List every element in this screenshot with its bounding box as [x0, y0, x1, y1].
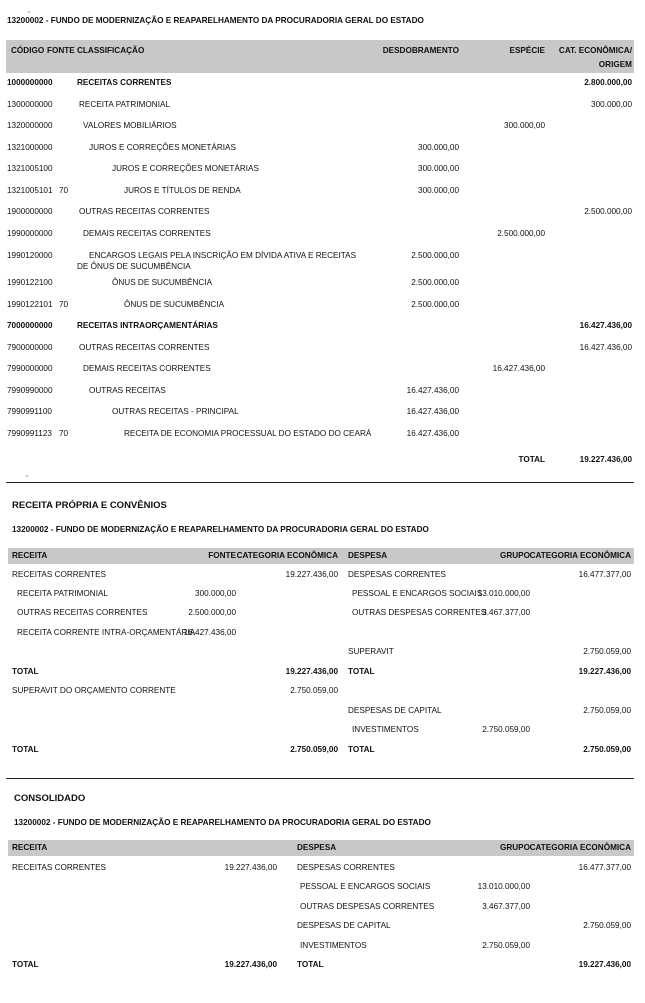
- row-cat-economica: 2.500.000,00: [584, 207, 632, 216]
- row-codigo: 1990122100: [7, 278, 53, 287]
- row-classificacao: JUROS E TÍTULOS DE RENDA: [124, 186, 241, 195]
- row-cat-economica: 300.000,00: [591, 100, 632, 109]
- pessoal-encargos-label: PESSOAL E ENCARGOS SOCIAIS: [300, 882, 431, 891]
- total2-right-label: TOTAL: [348, 745, 375, 754]
- row-codigo: 7900000000: [7, 343, 53, 352]
- superavit-orcamento-label: SUPERAVIT DO ORÇAMENTO CORRENTE: [12, 686, 176, 695]
- receitas-correntes-value: 19.227.436,00: [224, 863, 277, 872]
- total1-right-value: 19.227.436,00: [578, 667, 631, 676]
- despesas-capital-label: DESPESAS DE CAPITAL: [297, 921, 391, 930]
- section3-title: 13200002 - FUNDO DE MODERNIZAÇÃO E REAPARELHAMENTO DA PROCURADORIA GERAL DO ESTADO: [14, 818, 431, 827]
- row-codigo: 1900000000: [7, 207, 53, 216]
- despesas-correntes-label: DESPESAS CORRENTES: [297, 863, 395, 872]
- row-especie: 16.427.436,00: [492, 364, 545, 373]
- row-fonte: 70: [59, 300, 69, 309]
- total1-left-label: TOTAL: [12, 667, 39, 676]
- pessoal-encargos-label: PESSOAL E ENCARGOS SOCIAIS: [352, 589, 483, 598]
- row-fonte: 70: [59, 186, 69, 195]
- col-fonte-header: FONTE: [47, 46, 75, 55]
- row-codigo: 1000000000: [7, 78, 53, 87]
- receitas-correntes-label: RECEITAS CORRENTES: [12, 570, 107, 579]
- investimentos-value: 2.750.059,00: [482, 941, 530, 950]
- row-classificacao: ÔNUS DE SUCUMBÊNCIA: [112, 278, 213, 287]
- row-especie: 2.500.000,00: [497, 229, 545, 238]
- row-codigo: 1990120000: [7, 251, 53, 260]
- total2-left-label: TOTAL: [12, 745, 39, 754]
- receitas-correntes-value: 19.227.436,00: [285, 570, 338, 579]
- section1-total-value: 19.227.436,00: [579, 455, 632, 464]
- col-fonte-header: FONTE: [208, 551, 236, 560]
- row-codigo: 1320000000: [7, 121, 53, 130]
- row-classificacao: DEMAIS RECEITAS CORRENTES: [83, 229, 211, 238]
- col-receita-header: RECEITA: [12, 551, 48, 560]
- col-despesa-header: DESPESA: [297, 843, 337, 852]
- col-grupo-header: GRUPO: [499, 843, 530, 852]
- row-classificacao: OUTRAS RECEITAS CORRENTES: [79, 343, 210, 352]
- row-classificacao: ENCARGOS LEGAIS PELA INSCRIÇÃO EM DÍVIDA ATIVA E RECEITAS: [89, 251, 357, 260]
- section2-heading: RECEITA PRÓPRIA E CONVÊNIOS: [12, 500, 167, 511]
- superavit-label: SUPERAVIT: [348, 647, 394, 656]
- row-classificacao-cont: DE ÔNUS DE SUCUMBÊNCIA: [77, 262, 191, 271]
- receita-patrimonial-value: 300.000,00: [195, 589, 236, 598]
- row-classificacao: OUTRAS RECEITAS - PRINCIPAL: [112, 407, 239, 416]
- outras-despesas-correntes-value: 3.467.377,00: [482, 608, 530, 617]
- receita-patrimonial-label: RECEITA PATRIMONIAL: [17, 589, 108, 598]
- row-codigo: 7990990000: [7, 386, 53, 395]
- row-codigo: 7990991123: [7, 429, 52, 438]
- row-codigo: 7990991100: [7, 407, 52, 416]
- outras-receitas-correntes-value: 2.500.000,00: [188, 608, 236, 617]
- row-desdobramento: 2.500.000,00: [411, 251, 459, 260]
- col-classificacao-header: CLASSIFICAÇÃO: [77, 46, 145, 55]
- row-cat-economica: 2.800.000,00: [584, 78, 632, 87]
- row-codigo: 1990122101: [7, 300, 53, 309]
- col-receita-header: RECEITA: [12, 843, 48, 852]
- col-categoria-header: CATEGORIA ECONÔMICA: [529, 843, 631, 852]
- despesas-capital-label: DESPESAS DE CAPITAL: [348, 706, 442, 715]
- row-classificacao: OUTRAS RECEITAS: [89, 386, 166, 395]
- col-categoria-header: CATEGORIA ECONÔMICA: [236, 551, 338, 560]
- despesas-correntes-value: 16.477.377,00: [578, 570, 631, 579]
- investimentos-value: 2.750.059,00: [482, 725, 530, 734]
- row-desdobramento: 300.000,00: [418, 143, 459, 152]
- row-desdobramento: 16.427.436,00: [406, 386, 459, 395]
- section3-heading: CONSOLIDADO: [14, 793, 86, 804]
- despesas-correntes-value: 16.477.377,00: [578, 863, 631, 872]
- row-codigo: 1321005101: [7, 186, 53, 195]
- col-codigo-header: CÓDIGO: [11, 46, 45, 55]
- row-codigo: 1300000000: [7, 100, 53, 109]
- row-classificacao: OUTRAS RECEITAS CORRENTES: [79, 207, 210, 216]
- row-desdobramento: 16.427.436,00: [406, 429, 459, 438]
- collapse-chevron-icon[interactable]: ⌄: [24, 472, 30, 479]
- superavit-value: 2.750.059,00: [583, 647, 631, 656]
- row-classificacao: RECEITA DE ECONOMIA PROCESSUAL DO ESTADO DO CEARÁ: [124, 429, 372, 438]
- outras-despesas-correntes-label: OUTRAS DESPESAS CORRENTES: [352, 608, 487, 617]
- col-categoria2-header: CATEGORIA ECONÔMICA: [529, 551, 631, 560]
- row-codigo: 7000000000: [7, 321, 53, 330]
- despesas-capital-value: 2.750.059,00: [583, 921, 631, 930]
- section1-total-label: TOTAL: [518, 455, 545, 464]
- col-despesa-header: DESPESA: [348, 551, 388, 560]
- col-cat-economica-header: CAT. ECONÔMICA/: [558, 46, 632, 55]
- total2-left-value: 2.750.059,00: [290, 745, 338, 754]
- row-codigo: 1990000000: [7, 229, 53, 238]
- row-desdobramento: 300.000,00: [418, 186, 459, 195]
- section-divider: [6, 778, 634, 779]
- row-fonte: 70: [59, 429, 69, 438]
- despesas-correntes-label: DESPESAS CORRENTES: [348, 570, 446, 579]
- row-desdobramento: 2.500.000,00: [411, 278, 459, 287]
- col-especie-header: ESPÉCIE: [509, 46, 545, 55]
- col-grupo-header: GRUPO: [499, 551, 530, 560]
- section2-title: 13200002 - FUNDO DE MODERNIZAÇÃO E REAPARELHAMENTO DA PROCURADORIA GERAL DO ESTADO: [12, 525, 429, 534]
- row-cat-economica: 16.427.436,00: [579, 321, 632, 330]
- section1-title: 13200002 - FUNDO DE MODERNIZAÇÃO E REAPARELHAMENTO DA PROCURADORIA GERAL DO ESTADO: [7, 16, 424, 25]
- row-desdobramento: 2.500.000,00: [411, 300, 459, 309]
- investimentos-label: INVESTIMENTOS: [352, 725, 419, 734]
- receita-intra-value: 16.427.436,00: [183, 628, 236, 637]
- outras-despesas-correntes-label: OUTRAS DESPESAS CORRENTES: [300, 902, 435, 911]
- total1-right-label: TOTAL: [348, 667, 375, 676]
- total2-right-value: 2.750.059,00: [583, 745, 631, 754]
- receitas-correntes-label: RECEITAS CORRENTES: [12, 863, 107, 872]
- pessoal-encargos-value: 13.010.000,00: [477, 589, 530, 598]
- receita-intra-label: RECEITA CORRENTE INTRA-ORÇAMENTÁRIA: [17, 628, 196, 637]
- row-codigo: 1321005100: [7, 164, 53, 173]
- total-right-value: 19.227.436,00: [578, 960, 631, 969]
- row-classificacao: DEMAIS RECEITAS CORRENTES: [83, 364, 211, 373]
- total1-left-value: 19.227.436,00: [285, 667, 338, 676]
- total-right-label: TOTAL: [297, 960, 324, 969]
- row-cat-economica: 16.427.436,00: [579, 343, 632, 352]
- collapse-chevron-icon[interactable]: ⌄: [26, 8, 32, 15]
- despesas-capital-value: 2.750.059,00: [583, 706, 631, 715]
- row-classificacao: JUROS E CORREÇÕES MONETÁRIAS: [112, 164, 259, 173]
- row-desdobramento: 300.000,00: [418, 164, 459, 173]
- col-origem-header: ORIGEM: [598, 60, 632, 69]
- outras-receitas-correntes-label: OUTRAS RECEITAS CORRENTES: [17, 608, 148, 617]
- section1-header-bar: [6, 40, 634, 73]
- superavit-orcamento-value: 2.750.059,00: [290, 686, 338, 695]
- total-left-value: 19.227.436,00: [224, 960, 277, 969]
- col-desdobramento-header: DESDOBRAMENTO: [382, 46, 459, 55]
- row-desdobramento: 16.427.436,00: [406, 407, 459, 416]
- row-classificacao: RECEITA PATRIMONIAL: [79, 100, 170, 109]
- pessoal-encargos-value: 13.010.000,00: [477, 882, 530, 891]
- row-classificacao: ÔNUS DE SUCUMBÊNCIA: [124, 300, 225, 309]
- row-classificacao: VALORES MOBILIÁRIOS: [83, 121, 177, 130]
- outras-despesas-correntes-value: 3.467.377,00: [482, 902, 530, 911]
- section-divider: [6, 482, 634, 483]
- row-especie: 300.000,00: [504, 121, 545, 130]
- row-codigo: 1321000000: [7, 143, 53, 152]
- investimentos-label: INVESTIMENTOS: [300, 941, 367, 950]
- total-left-label: TOTAL: [12, 960, 39, 969]
- row-classificacao: RECEITAS INTRAORÇAMENTÁRIAS: [77, 321, 218, 330]
- row-classificacao: JUROS E CORREÇÕES MONETÁRIAS: [89, 143, 236, 152]
- row-codigo: 7990000000: [7, 364, 53, 373]
- row-classificacao: RECEITAS CORRENTES: [77, 78, 172, 87]
